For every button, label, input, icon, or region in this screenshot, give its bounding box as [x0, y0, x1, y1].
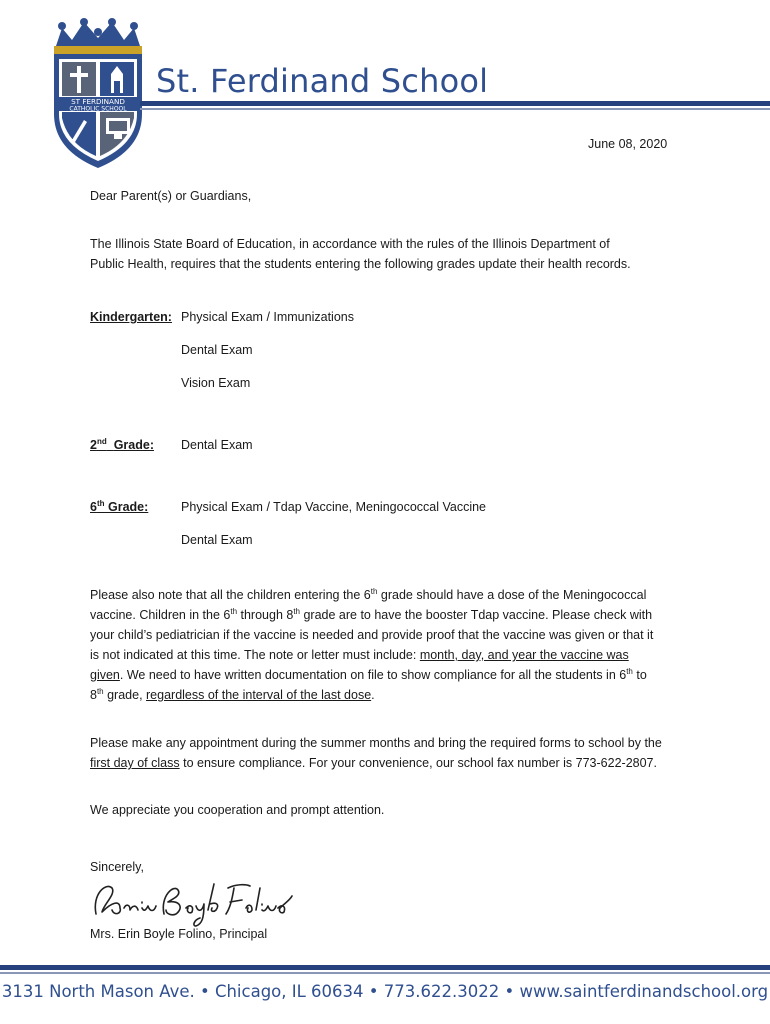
note-paragraph-line: is not indicated at this time. The note or letter must include: month, day, and year the vaccine was [90, 648, 629, 662]
crest-name-line1: ST FERDINAND [71, 97, 125, 106]
grade-2-item: Dental Exam [181, 438, 253, 452]
grade-2-label [90, 438, 154, 452]
grade-2-word: Grade: [113, 438, 154, 452]
kindergarten-item: Dental Exam [181, 343, 253, 357]
kindergarten-item: Physical Exam / Immunizations [181, 310, 354, 324]
note-paragraph-line: given. We need to have written documentation on file to show compliance for all the students in 6th to [90, 666, 647, 682]
salutation: Dear Parent(s) or Guardians, [90, 189, 252, 203]
note-paragraph-line: 8th grade, regardless of the interval of the last dose. [90, 686, 375, 702]
intro-line-2: Public Health, requires that the students entering the following grades update their health records. [90, 257, 631, 271]
signer-name: Mrs. Erin Boyle Folino, Principal [90, 927, 268, 941]
header-rule [140, 101, 770, 106]
grade-6-suffix: th [96, 498, 105, 508]
grade-6-label [90, 500, 148, 514]
footer-rule-thin [0, 972, 770, 974]
header-rule-thin [140, 108, 770, 110]
note-paragraph-line: Please also note that all the children entering the 6th grade should have a dose of the Meningococcal [90, 586, 647, 602]
appreciation-line: We appreciate you cooperation and prompt attention. [90, 803, 385, 817]
grade-2-suffix: nd [96, 436, 107, 446]
school-crest-logo [50, 18, 146, 170]
appointment-paragraph-line: Please make any appointment during the summer months and bring the required forms to school by the [90, 736, 662, 750]
intro-line-1: The Illinois State Board of Education, in accordance with the rules of the Illinois Department of [90, 237, 610, 251]
footer-address: 3131 North Mason Ave. • Chicago, IL 60634 • 773.622.3022 • www.saintferdinandschool.org [1, 982, 769, 1001]
note-paragraph-line: vaccine. Children in the 6th through 8th grade are to have the booster Tdap vaccine. Please check with [90, 606, 653, 622]
school-name-title: St. Ferdinand School [156, 62, 489, 100]
kindergarten-item: Vision Exam [181, 376, 251, 390]
grade-6-item: Dental Exam [181, 533, 253, 547]
crest-name-line2: CATHOLIC SCHOOL [69, 105, 127, 113]
handwritten-signature [86, 874, 296, 930]
grade-6-number: 6 [90, 500, 97, 514]
crown-icon [56, 18, 140, 46]
grade-2-number: 2 [90, 438, 97, 452]
kindergarten-label: Kindergarten: [90, 310, 172, 324]
appointment-paragraph-line: first day of class to ensure compliance. For your convenience, our school fax number is 773-622-2807. [90, 756, 657, 770]
closing: Sincerely, [90, 860, 144, 874]
letter-date: June 08, 2020 [588, 137, 668, 151]
grade-6-word: Grade: [108, 500, 149, 514]
note-paragraph-line: your child’s pediatrician if the vaccine is needed and provide proof that the vaccine was given or that it [90, 628, 654, 642]
footer-rule [0, 965, 770, 970]
grade-6-item: Physical Exam / Tdap Vaccine, Meningococcal Vaccine [181, 500, 487, 514]
